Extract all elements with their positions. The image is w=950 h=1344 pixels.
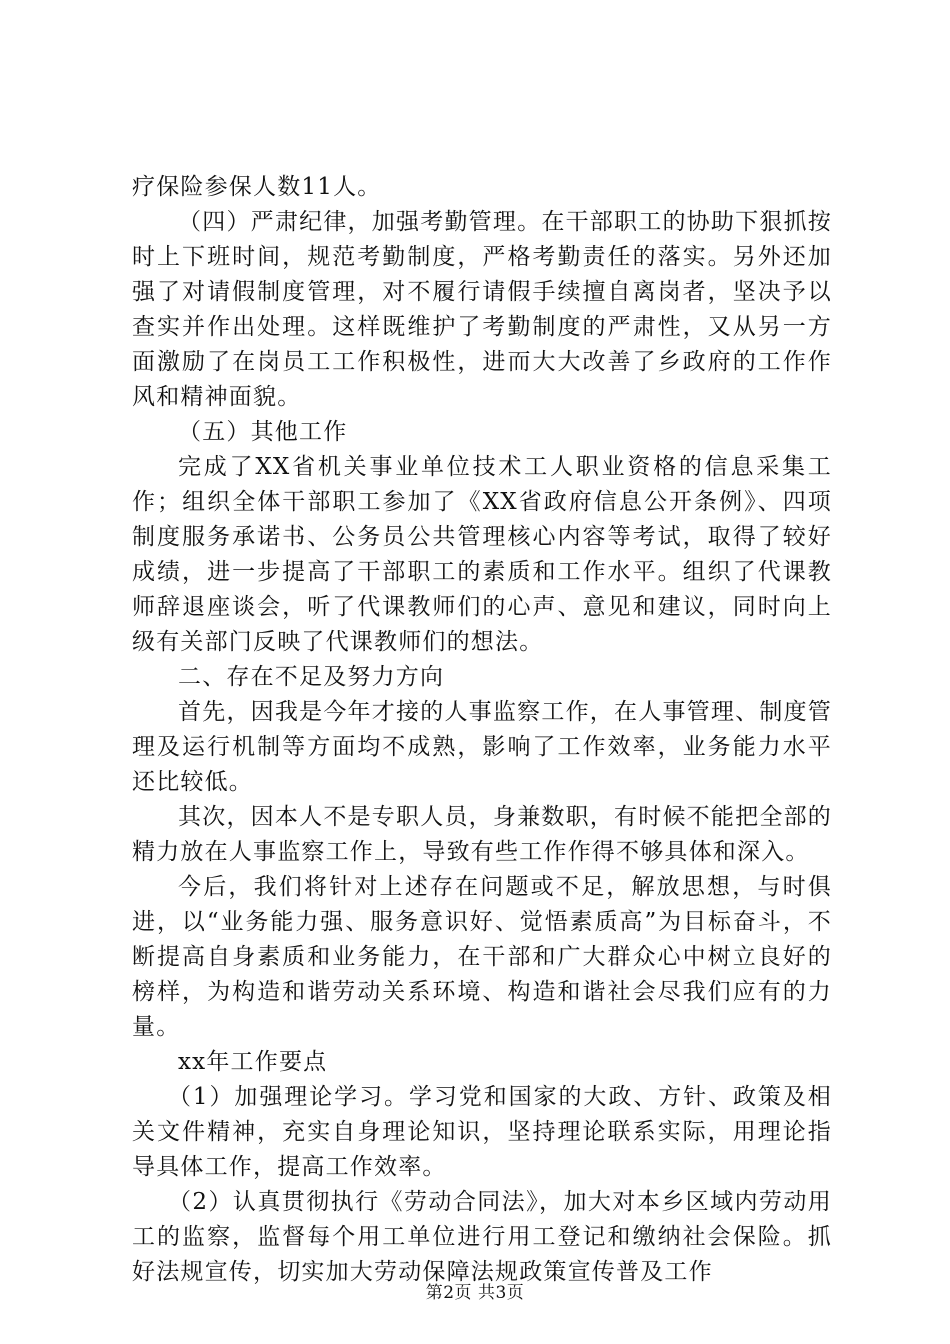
paragraph-second-shortcoming: 其次，因本人不是专职人员，身兼数职，有时候不能把全部的精力放在人事监察工作上，导致有些工作作得不够具体和深入。 [132, 804, 832, 865]
paragraph-medical-insurance-count: 疗保险参保人数11人。 [132, 174, 382, 200]
paragraph-key-point-2: （2）认真贯彻执行《劳动合同法》，加大对本乡区域内劳动用工的监察，监督每个用工单位进行用工登记和缴纳社会保险。抓好法规宣传，切实加大劳动保障法规政策宣传普及工作 [132, 1189, 832, 1285]
paragraph-section-four-discipline: （四）严肃纪律，加强考勤管理。在干部职工的协助下狠抓按时上下班时间，规范考勤制度，严格考勤责任的落实。另外还加强了对请假制度管理，对不履行请假手续擅自离岗者，坚决予以查实并作出处理。这样既维护了考勤制度的严肃性，又从另一方面激励了在岗员工工作积极性，进而大大改善了乡政府的工作作风和精神面貌。 [132, 209, 832, 410]
paragraph-other-work-details: 完成了XX省机关事业单位技术工人职业资格的信息采集工作；组织全体干部职工参加了《XX省政府信息公开条例》、四项制度服务承诺书、公务员公共管理核心内容等考试，取得了较好成绩，进一步提高了干部职工的素质和工作水平。组织了代课教师辞退座谈会，听了代课教师们的心声、意见和建议，同时向上级有关部门反映了代课教师们的想法。 [132, 454, 832, 655]
paragraph-key-point-1: （1）加强理论学习。学习党和国家的大政、方针、政策及相关文件精神，充实自身理论知识，坚持理论联系实际，用理论指导具体工作，提高工作效率。 [132, 1084, 832, 1180]
document-body [132, 170, 832, 1290]
heading-work-key-points: xx年工作要点 [178, 1049, 328, 1075]
page-footer [0, 1278, 950, 1303]
page-number-label: 第2页 共3页 [425, 1283, 525, 1303]
heading-section-five-other-work: （五）其他工作 [178, 419, 348, 445]
heading-shortcomings-and-direction: 二、存在不足及努力方向 [178, 664, 445, 690]
paragraph-future-plans: 今后，我们将针对上述存在问题或不足，解放思想，与时俱进，以“业务能力强、服务意识好、觉悟素质高”为目标奋斗，不断提高自身素质和业务能力，在干部和广大群众心中树立良好的榜样，为构造和谐劳动关系环境、构造和谐社会尽我们应有的力量。 [132, 874, 832, 1040]
paragraph-first-shortcoming: 首先，因我是今年才接的人事监察工作，在人事管理、制度管理及运行机制等方面均不成熟，影响了工作效率，业务能力水平还比较低。 [132, 699, 832, 795]
